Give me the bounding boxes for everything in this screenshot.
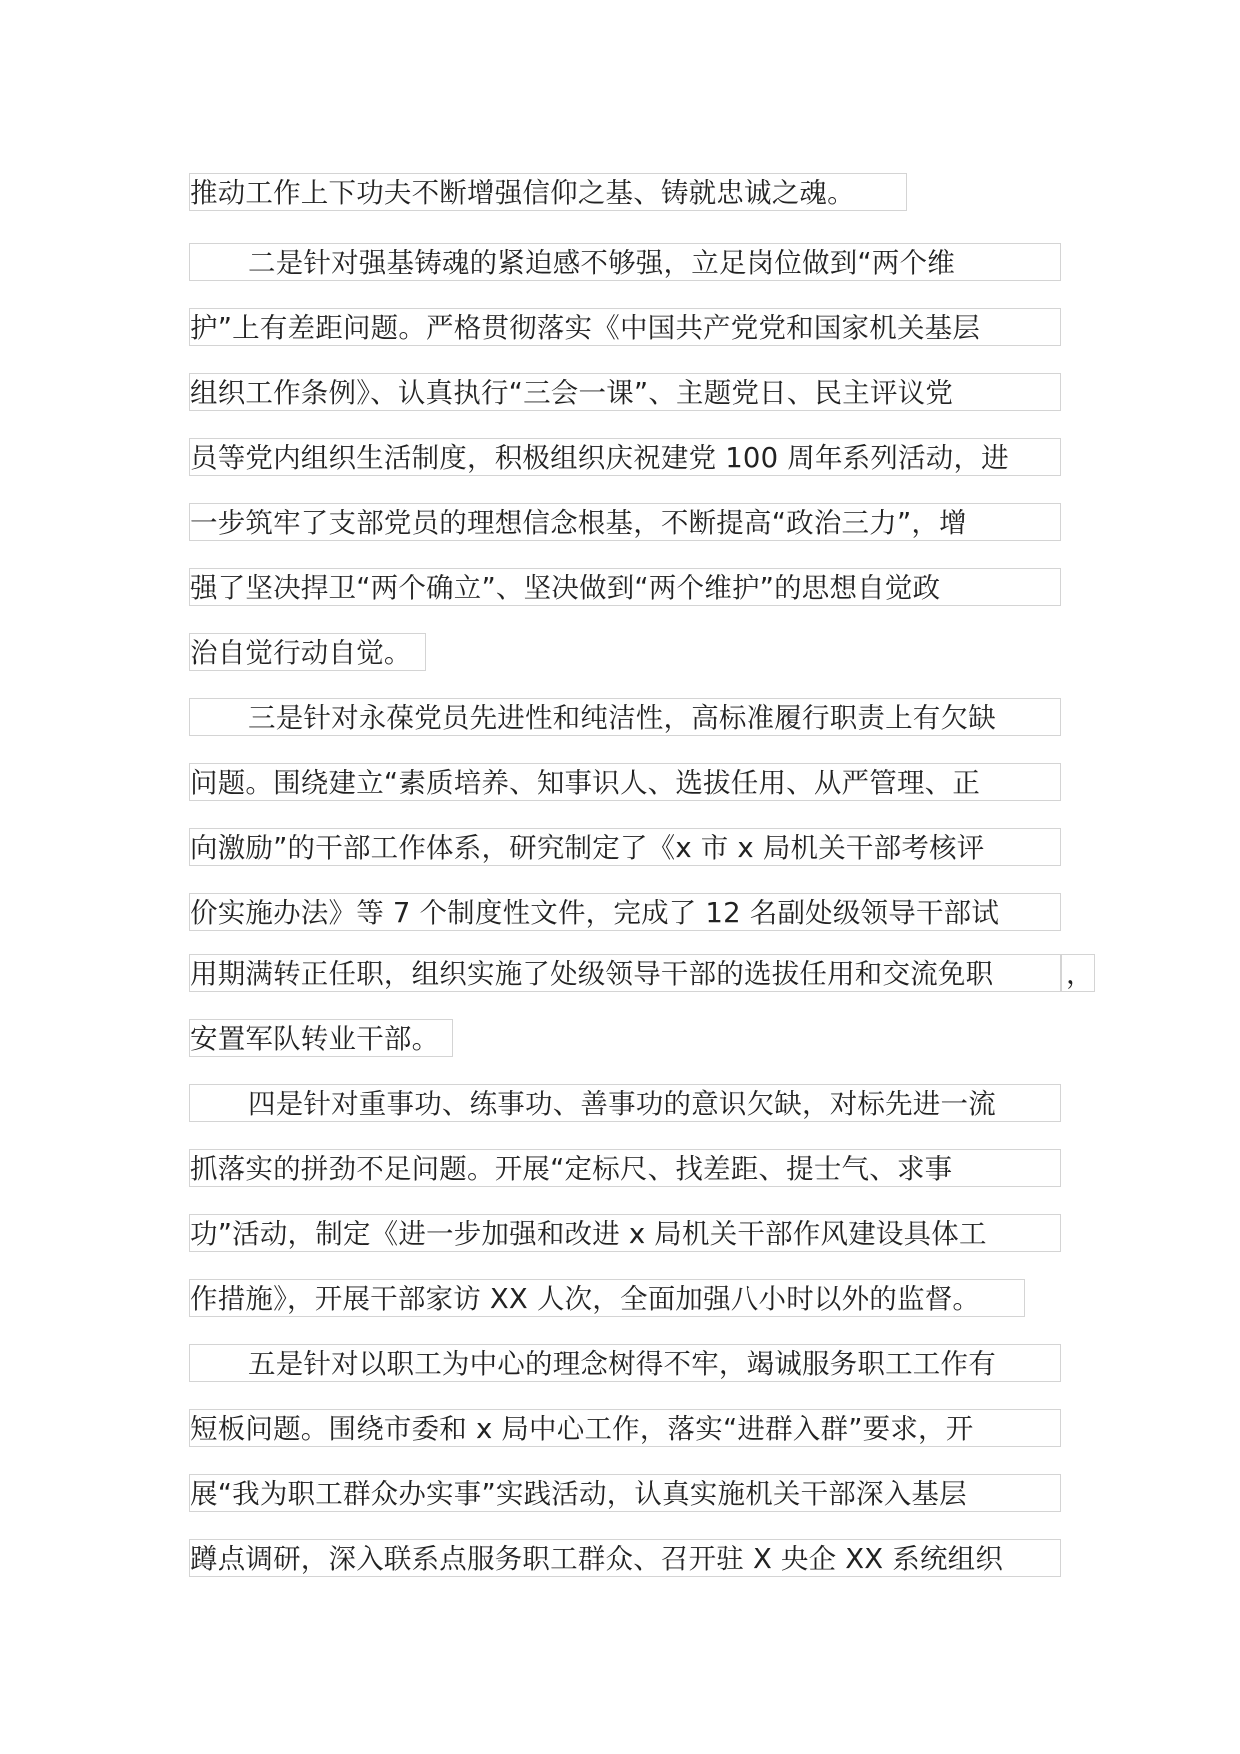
text-line: 功”活动，制定《进一步加强和改进 x 局机关干部作风建设具体工 bbox=[189, 1214, 1061, 1252]
paragraph-2-line: 二是针对强基铸魂的紧迫感不够强，立足岗位做到“两个维 bbox=[189, 243, 1061, 281]
text-line: 护”上有差距问题。严格贯彻落实《中国共产党党和国家机关基层 bbox=[189, 308, 1061, 346]
text-line: 向激励”的干部工作体系，研究制定了《x 市 x 局机关干部考核评 bbox=[189, 828, 1061, 866]
text-line: 短板问题。围绕市委和 x 局中心工作，落实“进群入群”要求，开 bbox=[189, 1409, 1061, 1447]
text-line: 强了坚决捍卫“两个确立”、坚决做到“两个维护”的思想自觉政 bbox=[189, 568, 1061, 606]
text-line: 组织工作条例》、认真执行“三会一课”、主题党日、民主评议党 bbox=[189, 373, 1061, 411]
paragraph-4-line: 四是针对重事功、练事功、善事功的意识欠缺，对标先进一流 bbox=[189, 1084, 1061, 1122]
text-line: 展“我为职工群众办实事”实践活动，认真实施机关干部深入基层 bbox=[189, 1474, 1061, 1512]
text-line: 问题。围绕建立“素质培养、知事识人、选拔任用、从严管理、正 bbox=[189, 763, 1061, 801]
text-line: 用期满转正任职，组织实施了处级领导干部的选拔任用和交流免职 bbox=[189, 954, 1061, 992]
text-line: 一步筑牢了支部党员的理想信念根基，不断提高“政治三力”，增 bbox=[189, 503, 1061, 541]
text-line: 安置军队转业干部。 bbox=[189, 1019, 453, 1057]
text-line: 作措施》，开展干部家访 XX 人次，全面加强八小时以外的监督。 bbox=[189, 1279, 1025, 1317]
paragraph-5-line: 五是针对以职工为中心的理念树得不牢，竭诚服务职工工作有 bbox=[189, 1344, 1061, 1382]
text-line: 蹲点调研，深入联系点服务职工群众、召开驻 X 央企 XX 系统组织 bbox=[189, 1539, 1061, 1577]
text-line: 价实施办法》等 7 个制度性文件，完成了 12 名副处级领导干部试 bbox=[189, 893, 1061, 931]
text-line: 员等党内组织生活制度，积极组织庆祝建党 100 周年系列活动，进 bbox=[189, 438, 1061, 476]
text-line: 推动工作上下功夫不断增强信仰之基、铸就忠诚之魂。 bbox=[189, 173, 907, 211]
paragraph-3-line: 三是针对永葆党员先进性和纯洁性，高标准履行职责上有欠缺 bbox=[189, 698, 1061, 736]
overflow-comma: ， bbox=[1061, 954, 1095, 992]
text-line: 治自觉行动自觉。 bbox=[189, 633, 426, 671]
text-line: 抓落实的拼劲不足问题。开展“定标尺、找差距、提士气、求事 bbox=[189, 1149, 1061, 1187]
